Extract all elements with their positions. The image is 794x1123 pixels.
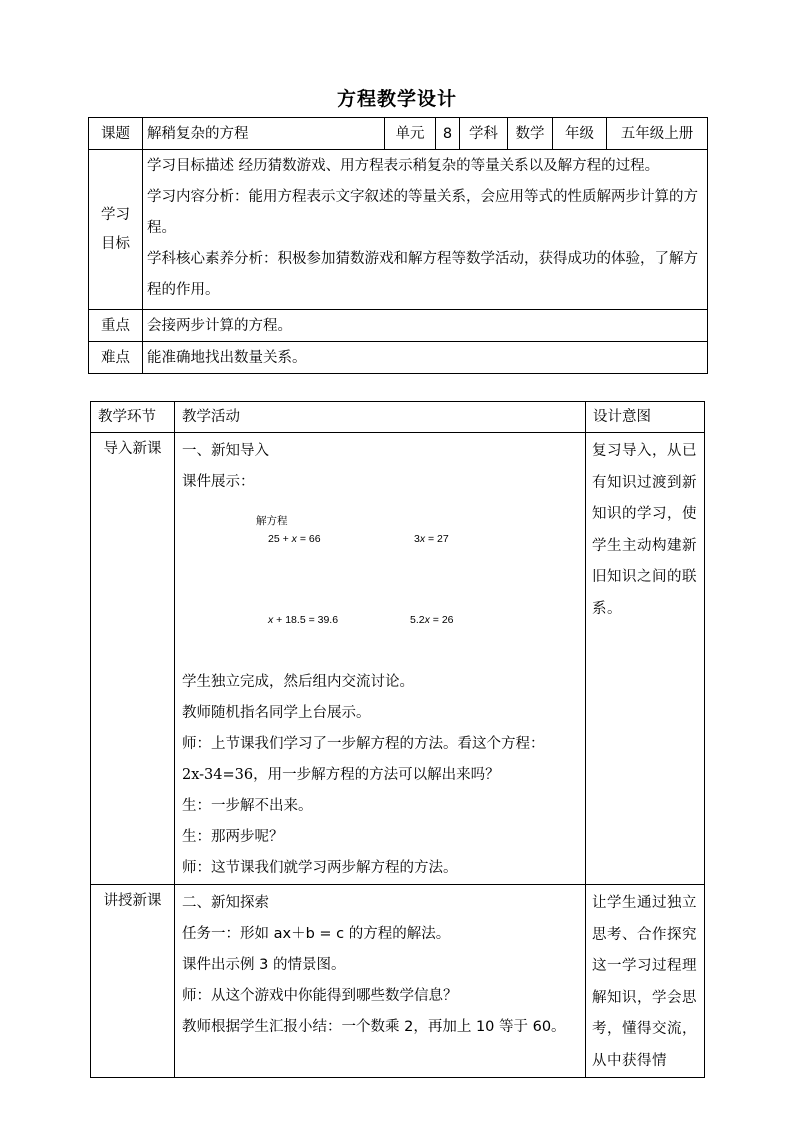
goal-literacy-analysis: 学科核心素养分析：积极参加猜数游戏和解方程等数学活动，获得成功的体验，了解方程的作用。 bbox=[147, 251, 698, 298]
difficulty-row bbox=[89, 342, 708, 374]
goals-label-line-2: 目标 bbox=[101, 235, 130, 252]
difficulty-label: 难点 bbox=[89, 342, 143, 374]
goals-label bbox=[89, 150, 143, 310]
goal-content-analysis: 学习内容分析：能用方程表示文字叙述的等量关系，会应用等式的性质解两步计算的方程。 bbox=[147, 189, 698, 236]
activity-line: 2x-34=36，用一步解方程的方法可以解出来吗？ bbox=[182, 767, 500, 783]
lesson-info-table bbox=[88, 117, 708, 374]
activity-line: 学生独立完成，然后组内交流讨论。 bbox=[182, 674, 414, 690]
activity-line: 课件出示例 3 的情景图。 bbox=[182, 957, 346, 973]
key-point-label: 重点 bbox=[89, 310, 143, 342]
activity-line: 师：从这个游戏中你能得到哪些数学信息？ bbox=[182, 988, 458, 1004]
section-heading: 一、新知导入 bbox=[182, 443, 269, 459]
topic-value: 解稍复杂的方程 bbox=[143, 118, 385, 150]
intent-text: 让学生通过独立思考、合作探究这一学习过程理解知识，学会思考，懂得交流，从中获得情 bbox=[592, 895, 697, 1069]
section-new-lesson-row bbox=[91, 885, 705, 1078]
goal-description: 学习目标描述 经历猜数游戏、用方程表示稍复杂的等量关系以及解方程的过程。 bbox=[147, 158, 660, 174]
equation-1-right: = 66 bbox=[296, 533, 321, 545]
equation-1-left: 25 + bbox=[268, 533, 292, 545]
activity-line: 师：上节课我们学习了一步解方程的方法。看这个方程： bbox=[182, 736, 545, 752]
process-header-row bbox=[91, 402, 705, 433]
grade-value: 五年级上册 bbox=[607, 118, 708, 150]
activity-introduction bbox=[175, 433, 586, 885]
courseware-label: 课件展示： bbox=[182, 474, 255, 490]
equation-4-right: = 26 bbox=[429, 614, 454, 626]
intent-text: 复习导入，从已有知识过渡到新知识的学习，使学生主动构建新旧知识之间的联系。 bbox=[592, 443, 697, 617]
equation-1-var: x bbox=[291, 533, 297, 545]
equation-exercise-image bbox=[182, 501, 578, 659]
equation-4 bbox=[410, 610, 454, 630]
activity-line: 生：那两步呢？ bbox=[182, 829, 284, 845]
document-title: 方程教学设计 bbox=[336, 88, 457, 110]
key-point-row bbox=[89, 310, 708, 342]
goals-row bbox=[89, 150, 708, 310]
teaching-process-table bbox=[90, 401, 705, 1078]
activity-line: 教师随机指名同学上台展示。 bbox=[182, 705, 371, 721]
equation-3 bbox=[268, 610, 338, 630]
equation-3-var: x bbox=[268, 614, 274, 626]
topic-row bbox=[89, 118, 708, 150]
activity-line: 教师根据学生汇报小结：一个数乘 2，再加上 10 等于 60。 bbox=[182, 1019, 566, 1035]
topic-label: 课题 bbox=[89, 118, 143, 150]
section-introduction-row bbox=[91, 433, 705, 885]
activity-line: 师：这节课我们就学习两步解方程的方法。 bbox=[182, 860, 458, 876]
equation-2 bbox=[414, 529, 449, 549]
activity-line: 任务一：形如 ax＋b = c 的方程的解法。 bbox=[182, 926, 451, 942]
exercise-title: 解方程 bbox=[256, 515, 288, 527]
section-heading: 二、新知探索 bbox=[182, 895, 269, 911]
equation-2-left: 3 bbox=[414, 533, 420, 545]
subject-value: 数学 bbox=[508, 118, 553, 150]
equation-1 bbox=[268, 529, 321, 549]
equation-4-left: 5.2 bbox=[410, 614, 425, 626]
stage-introduction: 导入新课 bbox=[91, 433, 175, 885]
equation-2-right: = 27 bbox=[425, 533, 449, 545]
equation-2-var: x bbox=[419, 533, 426, 545]
subject-label: 学科 bbox=[460, 118, 508, 150]
difficulty-value: 能准确地找出数量关系。 bbox=[143, 342, 708, 374]
header-intent: 设计意图 bbox=[586, 402, 705, 433]
key-point-value: 会接两步计算的方程。 bbox=[143, 310, 708, 342]
equation-3-right: + 18.5 = 39.6 bbox=[273, 614, 339, 626]
goals-content bbox=[143, 150, 708, 310]
goals-label-line-1: 学习 bbox=[101, 206, 130, 223]
unit-value: 8 bbox=[436, 118, 460, 150]
activity-line: 生：一步解不出来。 bbox=[182, 798, 313, 814]
stage-new-lesson: 讲授新课 bbox=[91, 885, 175, 1078]
unit-label: 单元 bbox=[385, 118, 436, 150]
header-stage: 教学环节 bbox=[91, 402, 175, 433]
equation-4-var: x bbox=[424, 614, 430, 626]
activity-new-lesson bbox=[175, 885, 586, 1078]
header-activity: 教学活动 bbox=[175, 402, 586, 433]
intent-new-lesson bbox=[586, 885, 705, 1078]
intent-introduction bbox=[586, 433, 705, 885]
grade-label: 年级 bbox=[553, 118, 607, 150]
